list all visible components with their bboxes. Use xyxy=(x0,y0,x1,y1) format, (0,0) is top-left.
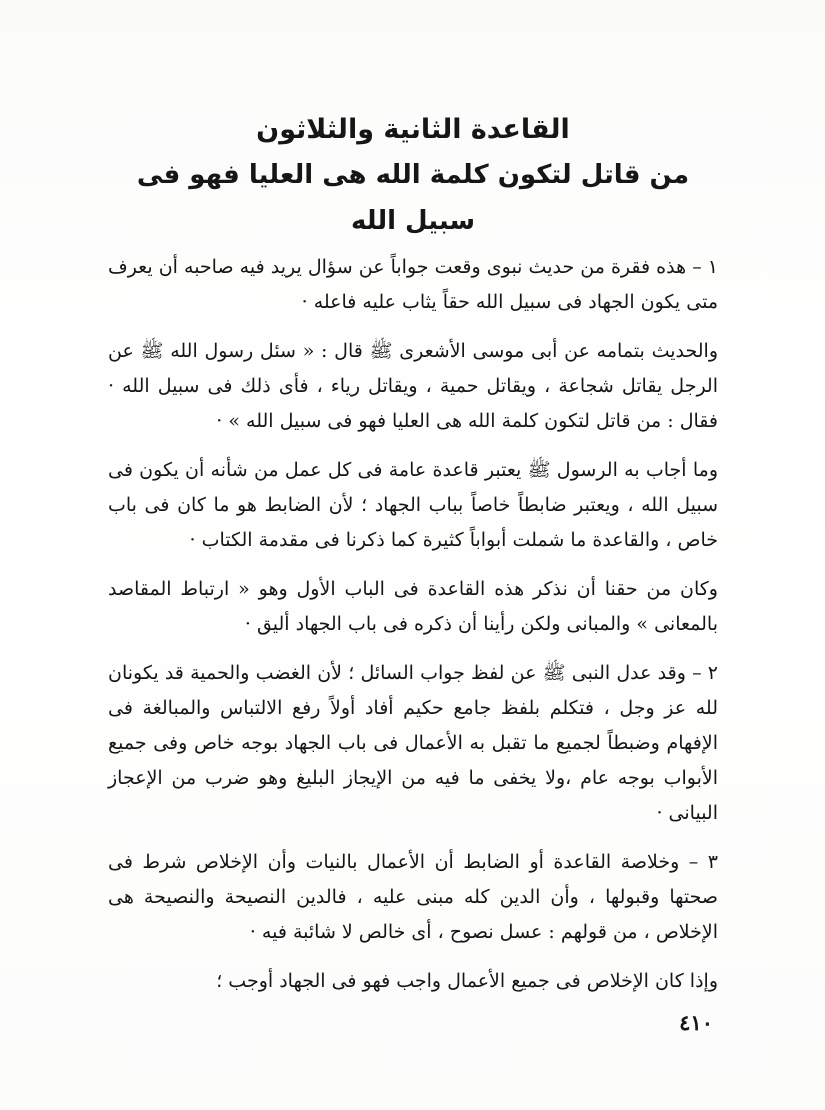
page-number: ٤١٠ xyxy=(679,1010,713,1035)
chapter-subtitle: من قاتل لتكون كلمة الله هى العليا فهو فى سبيل الله xyxy=(136,160,690,236)
paragraph-3: وما أجاب به الرسول ﷺ يعتبر قاعدة عامة فى كل عمل من شأنه أن يكون فى سبيل الله ، ويعتبر ضابطاً خاصاً بباب الجهاد ؛ لأن الضابط هو ما كان فى باب خاص ، والقاعدة ما شملت أبواباً كثيرة كما ذكرنا فى مقدمة الكتاب · xyxy=(108,459,718,551)
chapter-title: القاعدة الثانية والثلاثون xyxy=(256,114,570,145)
paragraph-7: وإذا كان الإخلاص فى جميع الأعمال واجب فهو فى الجهاد أوجب ؛ xyxy=(216,970,718,992)
paragraph-1: ١ – هذه فقرة من حديث نبوى وقعت جواباً عن سؤال يريد فيه صاحبه أن يعرف متى يكون الجهاد فى سبيل الله حقاً يثاب عليه فاعله · xyxy=(108,256,718,313)
paragraph-4: وكان من حقنا أن نذكر هذه القاعدة فى الباب الأول وهو « ارتباط المقاصد بالمعانى » والمبانى ولكن رأينا أن ذكره فى باب الجهاد أليق · xyxy=(108,578,718,635)
paragraph-5: ٢ – وقد عدل النبى ﷺ عن لفظ جواب السائل ؛ لأن الغضب والحمية قد يكونان لله عز وجل ، فتكلم بلفظ جامع حكيم أفاد أولاً رفع الالتباس والمبالغة فى الإفهام وضبطاً لجميع ما تقبل به الأعمال فى باب الجهاد بوجه خاص وفى جميع الأبواب بوجه عام ،ولا يخفى ما فيه من الإيجاز البليغ وهو ضرب من الإعجاز البيانى · xyxy=(108,662,718,824)
paragraph-6: ٣ – وخلاصة القاعدة أو الضابط أن الأعمال بالنيات وأن الإخلاص شرط فى صحتها وقبولها ، وأن الدين كله مبنى عليه ، فالدين النصيحة والنصيحة هى الإخلاص ، من قولهم : عسل نصوح ، أى خالص لا شائبة فيه · xyxy=(108,851,718,943)
paragraph-2: والحديث بتمامه عن أبى موسى الأشعرى ﷺ قال : « سئل رسول الله ﷺ عن الرجل يقاتل شجاعة ، ويقاتل حمية ، ويقاتل رياء ، فأى ذلك فى سبيل الله · فقال : من قاتل لتكون كلمة الله هى العليا فهو فى سبيل الله » · xyxy=(108,340,718,432)
page-content xyxy=(108,108,718,1013)
